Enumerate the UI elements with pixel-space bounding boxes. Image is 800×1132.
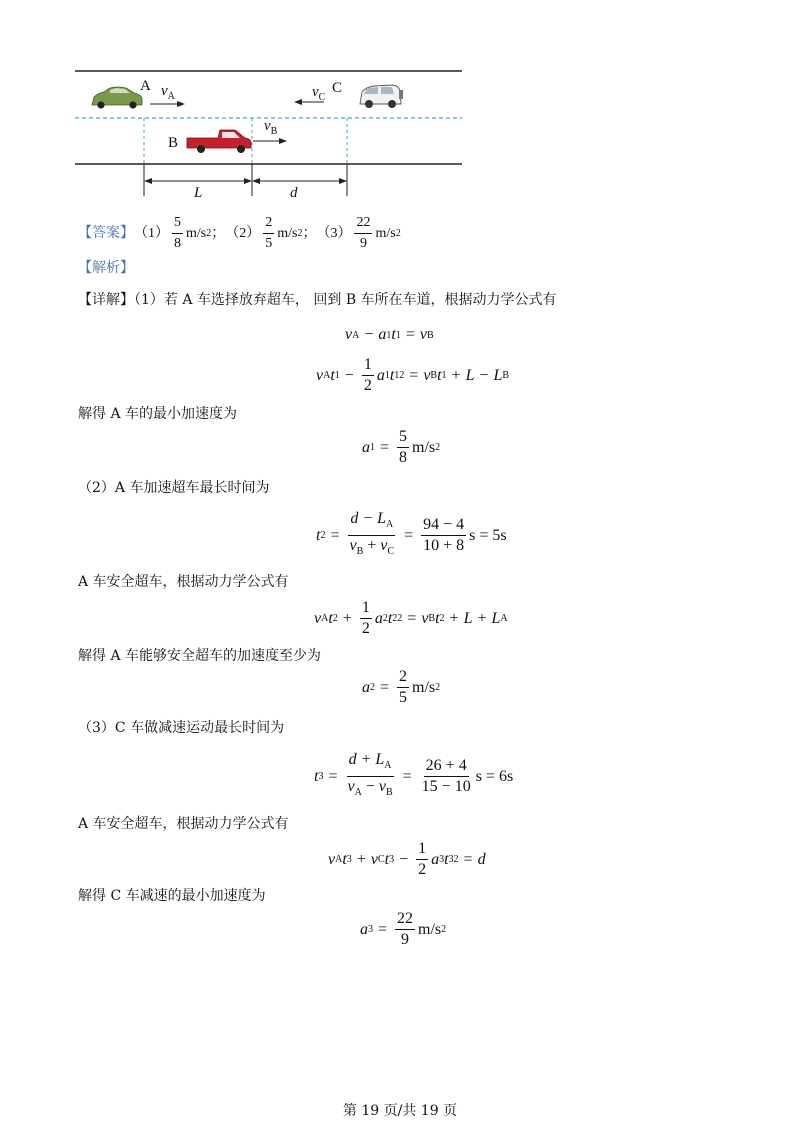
- equation-7: t 3 = $\frac{d + L_A}{v_A - v_B}$ = $\frac{26 + 4}{15 - 10}$ s = 6s: [314, 751, 514, 799]
- label-a: A: [140, 78, 151, 94]
- label-d: d: [290, 185, 298, 201]
- equation-6: a 2 = $\frac{2}{5}$ m/s 2: [362, 668, 441, 706]
- equation-8: v A t 3 + v C t 3 − $\frac{1}{2}$ a 3 t 3 2 = d: [328, 840, 486, 878]
- answer-line: 【答案】 （1） $\frac{5}{8}$ m/s 2 ； （2） $\frac{2}{5}$ m/s 2 ； （3） $\frac{22}{9}$ m/s 2: [78, 215, 401, 251]
- equation-3: a 1 = $\frac{5}{8}$ m/s 2: [362, 428, 441, 466]
- detail-line-1: 【详解】（1）若 A 车选择放弃超车， 回到 B 车所在车道，根据动力学公式有: [78, 292, 557, 308]
- detail-line-3: （2）A 车加速超车最长时间为: [78, 480, 270, 496]
- equation-2: v A t 1 − $\frac{1}{2}$ a 1 t 1 2 = v B t 1 + L − L B: [316, 356, 510, 394]
- label-c: C: [332, 80, 343, 96]
- equation-5: v A t 2 + $\frac{1}{2}$ a 2 t 2 2 = v B t 2 + L + L A: [314, 599, 508, 637]
- equation-1: v A − a 1 t 1 = v B: [345, 326, 434, 343]
- dimension-d-arrow: [252, 178, 347, 184]
- detail-line-2: 解得 A 车的最小加速度为: [78, 406, 238, 422]
- equation-4: t 2 = $\frac{d - L_A}{v_B + v_C}$ = $\frac{94 - 4}{10 + 8}$ s = 5s: [316, 510, 507, 558]
- page-footer: 第 19 页/共 19 页: [342, 1103, 458, 1119]
- label-l: L: [194, 185, 203, 201]
- dimension-l-arrow: [144, 178, 252, 184]
- car-b-icon: [187, 130, 251, 153]
- car-c-icon: [360, 85, 403, 108]
- label-v-a: $v_A$: [161, 83, 175, 102]
- label-v-b: $v_B$: [264, 118, 278, 137]
- detail-line-4: A 车安全超车，根据动力学公式有: [78, 574, 289, 590]
- detail-line-6: （3）C 车做减速运动最长时间为: [78, 720, 285, 736]
- velocity-b-arrow: [253, 138, 287, 144]
- answer-1: $\frac{5}{8}$: [174, 215, 181, 251]
- answer-3: $\frac{22}{9}$: [356, 215, 371, 251]
- answer-tag: 【答案】: [78, 225, 134, 241]
- detail-line-7: A 车安全超车，根据动力学公式有: [78, 816, 289, 832]
- car-a-icon: [92, 87, 142, 109]
- label-b: B: [168, 135, 179, 151]
- label-v-c: $v_C$: [312, 84, 326, 103]
- detail-line-8: 解得 C 车减速的最小加速度为: [78, 888, 266, 904]
- equation-9: a 3 = $\frac{22}{9}$ m/s 2: [360, 910, 447, 948]
- analysis-tag: 【解析】: [78, 260, 134, 276]
- detail-line-5: 解得 A 车能够安全超车的加速度至少为: [78, 648, 322, 664]
- answer-2: $\frac{2}{5}$: [265, 215, 273, 251]
